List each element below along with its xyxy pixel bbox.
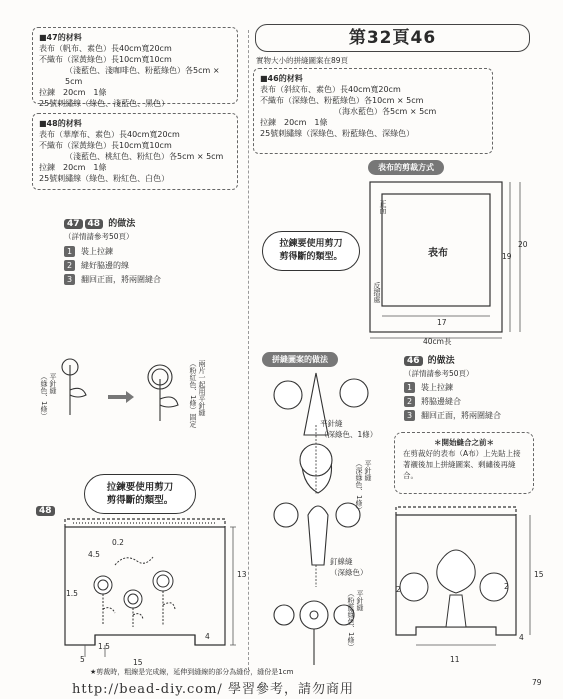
materials-47-zip: 拉鍊 20cm 1條 [39, 88, 107, 97]
bag-48-dim-1-5b: 1.5 [98, 642, 110, 651]
bag-46-dim-15: 15 [534, 570, 544, 579]
materials-47-thread: 25號刺繡線（綠色、淺藍色、黑色） [39, 99, 170, 108]
page-subtitle: 實物大小的拼縫圖案在89頁 [256, 56, 349, 65]
patch-chain: 釘線縫 （深綠色） [330, 557, 368, 577]
how-46-title: 的做法 [427, 356, 455, 366]
bag-46-dim-4: 4 [519, 633, 524, 642]
materials-48-thread: 25號刺繡線（綠色、粉紅色、白色） [39, 174, 170, 183]
how-47-48 [64, 216, 224, 287]
materials-46 [253, 68, 493, 154]
page-number: 79 [532, 678, 542, 687]
patch-flat-2: 平針縫 （深綠色、1條） [355, 460, 372, 514]
bag-48-dim-15: 15 [133, 658, 143, 667]
step-46-2: 2 將脇邊縫合 [404, 395, 544, 409]
how-46 [404, 353, 544, 423]
num-badge-46: 46 [404, 356, 423, 366]
cut-layout-pill: 表布的剪裁方式 [368, 160, 444, 175]
materials-47-title: ■47的材料 [39, 33, 82, 42]
materials-47-line2: 不織布（深黃綠色）長10cm寬10cm [39, 55, 172, 64]
cut-dim-40: 40cm長 [423, 337, 452, 346]
materials-46-title: ■46的材料 [260, 74, 303, 83]
materials-48-line1: 表布（華摩布、素色）長40cm寬20cm [39, 130, 180, 139]
bag-46-dim-2a: 2 [396, 585, 401, 594]
materials-47 [32, 27, 238, 108]
patch-method-pill: 拼縫圖案的做法 [262, 352, 338, 367]
how-46-ref: （詳情請參考50頁） [404, 369, 474, 378]
flower-left-label: 平針縫 （綠色、1條） [40, 373, 57, 420]
materials-47-line1: 表布（帆布、素色）長40cm寬20cm [39, 44, 172, 53]
bag-46-dim-11: 11 [450, 655, 460, 664]
materials-48-line3: （淺藍色、桃紅色、粉紅色）各5cm × 5cm [65, 152, 224, 161]
bag-46-dim-2b: 2 [504, 582, 509, 591]
flower-right-label: 兩片一起用平針縫 （粉紅色、1條）固定 [189, 360, 206, 428]
step-2: 2 縫好脇邊的線 [64, 259, 224, 273]
how-47-48-title: 的做法 [108, 219, 136, 229]
footnote: ★剪裁時，粗線是完成線，延伸到縫線的部分為縫份，縫份是1cm [90, 668, 294, 676]
materials-46-line2: 不織布（深綠色、粉藍綠色）各10cm × 5cm [260, 96, 424, 105]
note-title: ＊開始縫合之前＊ [434, 438, 494, 447]
column-divider [248, 30, 249, 670]
note-body: 在剪裁好的表布（A布）上先貼上接著襯後加上拼縫圖案、剩繡後再縫合。 [403, 449, 521, 480]
step-46-3: 3 翻回正面，將兩圍縫合 [404, 409, 544, 423]
cut-front-label: 正面 [379, 200, 387, 214]
materials-47-line3: （淺藍色、淺咖啡色、粉藍綠色）各5cm × 5cm [65, 66, 220, 86]
cut-dim-19: 19 [502, 252, 512, 261]
materials-48-line2: 不織布（深黃綠色）長10cm寬10cm [39, 141, 172, 150]
cut-dim-20: 20 [518, 240, 528, 249]
scissors-note-bubble-2: 拉鍊要使用剪刀 剪得斷的類型。 [262, 231, 360, 271]
step-1: 1 裝上拉鍊 [64, 245, 224, 259]
patch-flat-3: 平針縫 （粉藍綠色、1條） [347, 590, 364, 651]
materials-46-zip: 拉鍊 20cm 1條 [260, 118, 328, 127]
cut-fold-label: 反摺處 [373, 282, 381, 303]
num-badge-47: 47 [64, 219, 83, 229]
bag-48-dim-0-2: 0.2 [112, 538, 124, 547]
bag-48-dim-1-5a: 1.5 [66, 589, 78, 598]
num-badge-48b: 48 [36, 506, 55, 516]
patch-diagram [258, 365, 398, 680]
bag-48-dim-5: 5 [80, 655, 85, 664]
how-47-48-ref: （詳情請參考50頁） [64, 232, 134, 241]
cut-dim-17: 17 [437, 318, 447, 327]
step-46-1: 1 裝上拉鍊 [404, 381, 544, 395]
page-title: 第32頁46 [255, 24, 530, 52]
bag-48-dim-13: 13 [237, 570, 247, 579]
materials-48-zip: 拉鍊 20cm 1條 [39, 163, 107, 172]
patch-flat-1: 平針縫 （深綠色、1條） [320, 419, 378, 439]
bag-48-dim-4-5: 4.5 [88, 550, 100, 559]
cut-fabric-label: 表布 [428, 248, 448, 259]
bag-48-dim-4: 4 [205, 632, 210, 641]
materials-48-title: ■48的材料 [39, 119, 82, 128]
step-3: 3 翻回正面，將兩圍縫合 [64, 273, 224, 287]
footer-watermark: http://bead-diy.com/ 學習參考，請勿商用 [72, 682, 354, 697]
scissors-note-bubble-1: 拉鍊要使用剪刀 剪得斷的類型。 [84, 474, 196, 514]
materials-48 [32, 113, 238, 190]
bag-46-diagram [388, 505, 548, 665]
materials-46-line3: （海水藍色）各5cm × 5cm [334, 107, 437, 116]
materials-46-line1: 表布（斜紋布、素色）長40cm寬20cm [260, 85, 401, 94]
num-badge-48: 48 [85, 219, 104, 229]
before-sewing-note [394, 432, 534, 494]
materials-46-thread: 25號刺繡線（深綠色、粉藍綠色、深綠色） [260, 129, 415, 138]
arrow-right-icon [108, 391, 134, 403]
